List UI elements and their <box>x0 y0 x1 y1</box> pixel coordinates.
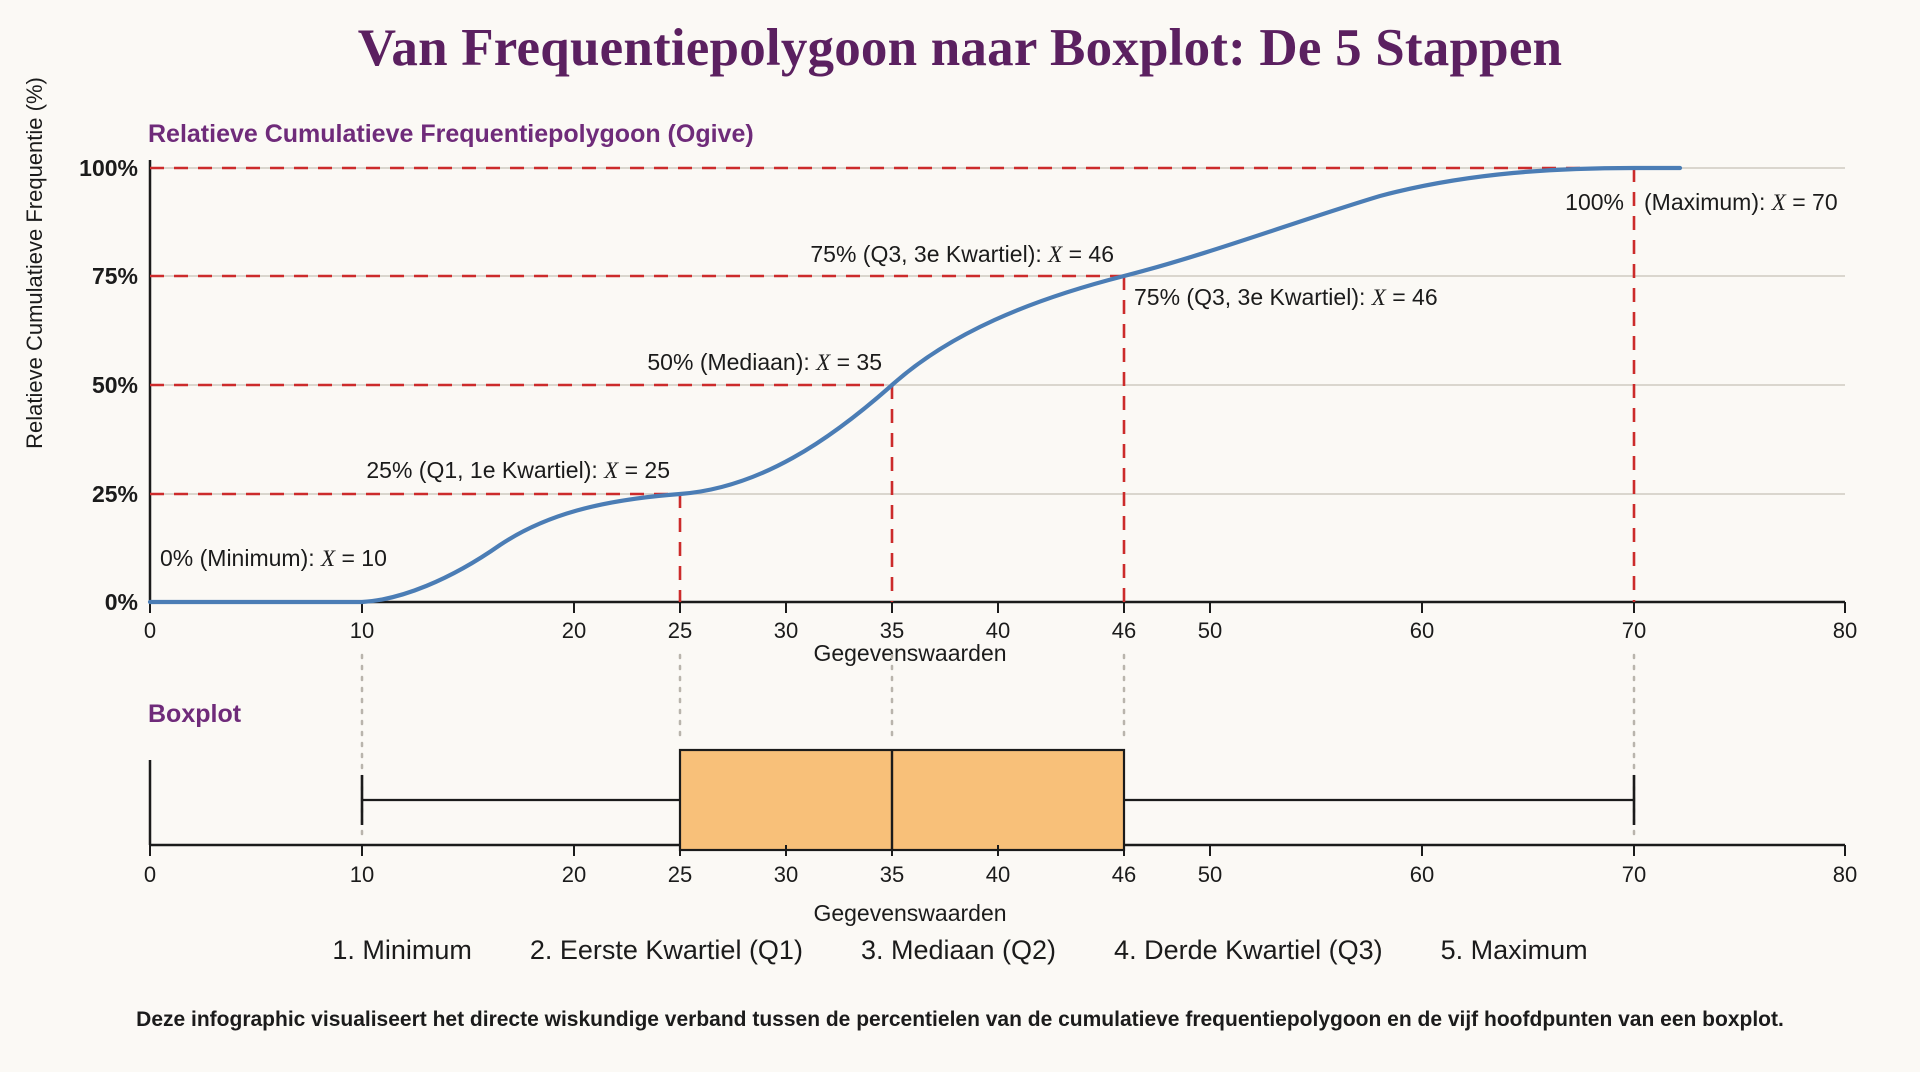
ogive-gridlines <box>150 168 1845 494</box>
ogive-section-label: Relatieve Cumulatieve Frequentiepolygoon (Ogive) <box>148 120 754 148</box>
annotation-max-percent: 100% <box>1565 189 1624 215</box>
annotation-median: 50% (Mediaan): X = 35 <box>647 349 882 375</box>
ogive-x-tick: 70 <box>1621 618 1647 643</box>
ogive-y-tick: 25% <box>91 481 138 507</box>
boxplot-box <box>680 750 1124 850</box>
ogive-x-tick: 10 <box>349 618 375 643</box>
ogive-x-tick: 80 <box>1832 618 1858 643</box>
ogive-y-tick: 75% <box>91 263 138 289</box>
boxplot-x-tick-labels <box>144 862 1857 887</box>
step-item: 2. Eerste Kwartiel (Q1) <box>529 935 803 965</box>
ogive-y-tick: 50% <box>91 372 138 398</box>
ogive-x-tick: 60 <box>1409 618 1435 643</box>
step-item: 1. Minimum <box>332 935 472 965</box>
ogive-x-ticks <box>150 602 1845 613</box>
ogive-x-tick: 30 <box>773 618 799 643</box>
annotation-q3-top: 75% (Q3, 3e Kwartiel): X = 46 <box>810 241 1114 267</box>
boxplot-x-ticks <box>150 845 1845 856</box>
boxplot-x-axis-title: Gegevenswaarden <box>813 900 1007 926</box>
page-title: Van Frequentiepolygoon naar Boxplot: De 5 Stappen <box>357 19 1563 77</box>
ogive-x-tick: 0 <box>143 618 157 643</box>
ogive-y-ticks <box>79 155 138 615</box>
boxplot-x-tick: 80 <box>1832 862 1858 887</box>
step-item: 3. Mediaan (Q2) <box>860 935 1057 965</box>
boxplot-x-tick: 40 <box>985 862 1011 887</box>
ogive-x-tick: 35 <box>879 618 905 643</box>
boxplot-x-tick: 25 <box>667 862 693 887</box>
boxplot-x-tick: 35 <box>879 862 905 887</box>
ogive-x-axis-title: Gegevenswaarden <box>813 640 1007 666</box>
annotation-q3-right: 75% (Q3, 3e Kwartiel): X = 46 <box>1134 284 1438 310</box>
boxplot-x-tick: 10 <box>349 862 375 887</box>
boxplot-x-tick: 60 <box>1409 862 1435 887</box>
boxplot-section-label: Boxplot <box>148 700 242 728</box>
annotation-max: (Maximum): X = 70 <box>1644 189 1838 215</box>
step-item: 5. Maximum <box>1440 935 1588 965</box>
ogive-y-tick: 100% <box>79 155 138 181</box>
boxplot-x-tick: 30 <box>773 862 799 887</box>
step-item: 4. Derde Kwartiel (Q3) <box>1114 935 1383 965</box>
footnote: Deze infographic visualiseert het directe wiskundige verband tussen de percentielen van de cumulatieve frequentiepolygoon en de vijf hoofdpunten van een boxplot. <box>136 1008 1784 1031</box>
boxplot-x-tick: 50 <box>1197 862 1223 887</box>
ogive-x-tick: 46 <box>1111 618 1137 643</box>
steps-legend <box>0 935 1920 966</box>
ogive-y-axis-title: Relatieve Cumulatieve Frequentie (%) <box>22 77 47 449</box>
ogive-x-tick: 25 <box>667 618 693 643</box>
boxplot-x-tick: 70 <box>1621 862 1647 887</box>
boxplot-x-tick: 0 <box>143 862 157 887</box>
ogive-y-tick: 0% <box>104 589 138 615</box>
boxplot-figure <box>362 750 1634 850</box>
annotation-q1: 25% (Q1, 1e Kwartiel): X = 25 <box>366 457 670 483</box>
ogive-x-tick-labels <box>144 618 1857 643</box>
boxplot-x-tick: 46 <box>1111 862 1137 887</box>
ogive-x-tick: 20 <box>561 618 587 643</box>
boxplot-x-tick: 20 <box>561 862 587 887</box>
ogive-x-tick: 50 <box>1197 618 1223 643</box>
ogive-x-tick: 40 <box>985 618 1011 643</box>
annotation-min: 0% (Minimum): X = 10 <box>160 545 387 571</box>
